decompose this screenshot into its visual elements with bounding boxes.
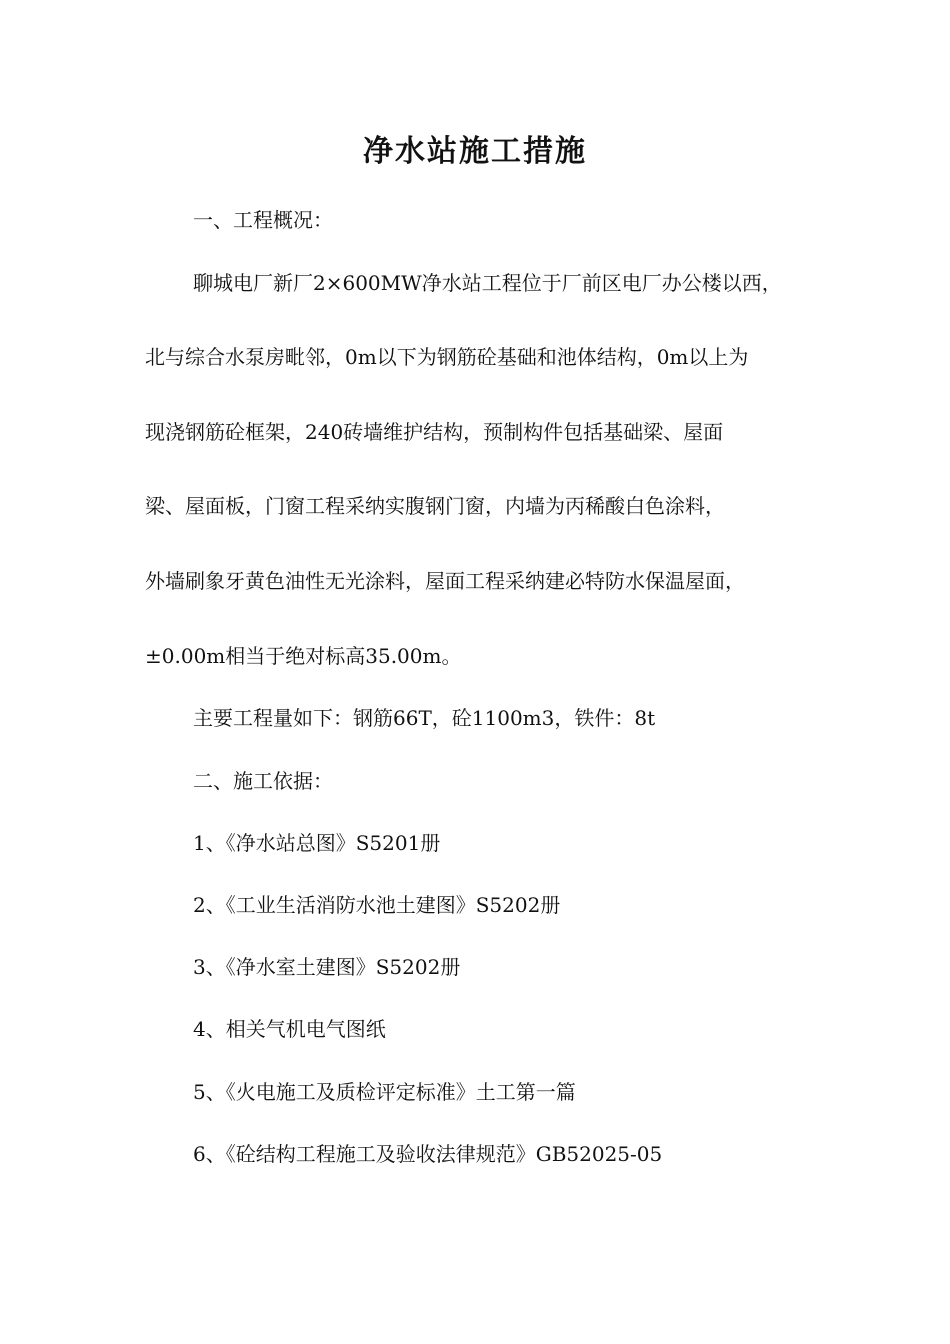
page-title: 净水站施工措施 [363,134,587,169]
basis-item-1: 1、《净水站总图》S5201册 [193,831,441,855]
basis-item-3: 3、《净水室土建图》S5202册 [193,955,461,979]
section-heading-basis: 二、施工依据： [193,769,333,793]
overview-line-3: 现浇钢筋砼框架，240砖墙维护结构，预制构件包括基础梁、屋面 [145,420,724,444]
basis-item-4: 4、相关气机电气图纸 [193,1017,386,1041]
section-heading-overview: 一、工程概况： [193,208,333,232]
basis-item-6: 6、《砼结构工程施工及验收法律规范》GB52025-05 [193,1142,663,1166]
overview-line-6: ±0.00m相当于绝对标高35.00m。 [145,644,462,668]
overview-line-5: 外墙刷象牙黄色油性无光涂料，屋面工程采纳建必特防水保温屋面， [145,569,745,593]
quantities-text: 主要工程量如下：钢筋66T，砼1100m3，铁件：8t [193,706,656,730]
basis-item-5: 5、《火电施工及质检评定标准》土工第一篇 [193,1080,576,1104]
overview-line-4: 梁、屋面板，门窗工程采纳实腹钢门窗，内墙为丙稀酸白色涂料， [145,494,725,518]
overview-line-2: 北与综合水泵房毗邻，0m以下为钢筋砼基础和池体结构，0m以上为 [145,345,749,369]
overview-line-1: 聊城电厂新厂2×600MW净水站工程位于厂前区电厂办公楼以西， [193,271,782,295]
basis-item-2: 2、《工业生活消防水池土建图》S5202册 [193,893,561,917]
